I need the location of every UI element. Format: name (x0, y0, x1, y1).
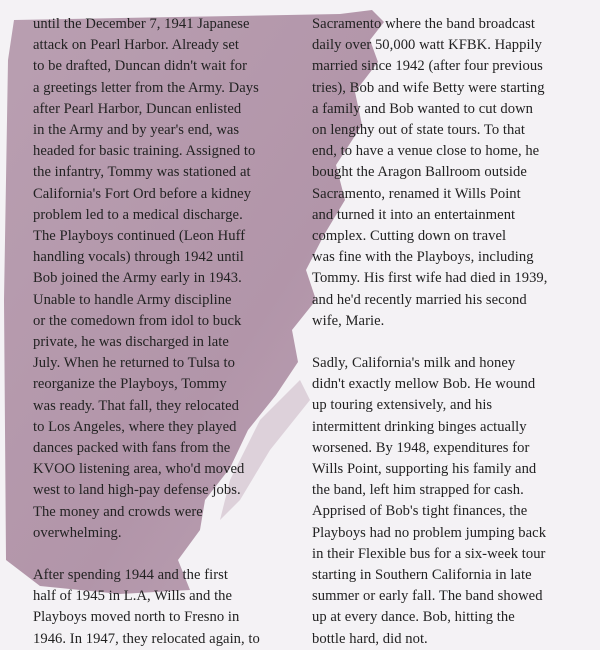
text-line: in the Army and by year's end, was (33, 122, 240, 139)
left-paragraph-1 (33, 14, 293, 544)
text-line: KVOO listening area, who'd moved (33, 461, 245, 478)
text-line: reorganize the Playboys, Tommy (33, 376, 227, 393)
text-line: a family and Bob wanted to cut down (312, 100, 534, 117)
text-line: on lengthy out of state tours. To that (312, 122, 526, 139)
text-line: was fine with the Playboys, including (312, 249, 534, 266)
text-line: worsened. By 1948, expenditures for (312, 439, 530, 456)
text-line: until the December 7, 1941 Japanese (33, 16, 250, 32)
text-line: and turned it into an entertainment (312, 206, 516, 223)
text-line: Playboys had no problem jumping back (312, 524, 547, 541)
text-line: in their Flexible bus for a six-week tour (312, 545, 546, 562)
text-line: summer or early fall. The band showed (312, 588, 543, 605)
text-line: and he'd recently married his second (312, 291, 527, 308)
text-line: After spending 1944 and the first (33, 567, 228, 584)
text-line: Sacramento where the band broadcast (312, 16, 535, 32)
text-line: after Pearl Harbor, Duncan enlisted (33, 100, 242, 117)
text-line: or the comedown from idol to buck (33, 312, 242, 329)
text-line: daily over 50,000 watt KFBK. Happily (312, 37, 543, 54)
text-line: up at every dance. Bob, hitting the (312, 609, 515, 626)
text-line: a greetings letter from the Army. Days (33, 79, 259, 96)
text-line: dances packed with fans from the (33, 440, 231, 457)
text-line: handling vocals) through 1942 until (33, 249, 244, 266)
text-line: bottle hard, did not. (312, 630, 428, 647)
text-line: up touring extensively, and his (312, 397, 493, 414)
text-line: west to land high-pay defense jobs. (33, 482, 241, 499)
text-line: intermittent drinking binges actually (312, 418, 527, 435)
text-line: Tommy. His first wife had died in 1939, (312, 270, 548, 287)
text-line: The money and crowds were (33, 503, 203, 520)
text-line: overwhelming. (33, 524, 122, 541)
text-line: bought the Aragon Ballroom outside (312, 164, 527, 181)
text-line: attack on Pearl Harbor. Already set (33, 37, 239, 54)
text-line: Bob joined the Army early in 1943. (33, 270, 242, 287)
text-line: The Playboys continued (Leon Huff (33, 228, 246, 245)
left-paragraph-2 (33, 565, 293, 650)
text-line: the infantry, Tommy was stationed at (33, 164, 251, 181)
text-line: Wills Point, supporting his family and (312, 461, 537, 478)
text-line: Apprised of Bob's tight finances, the (312, 503, 528, 520)
text-line: was ready. That fall, they relocated (33, 397, 240, 414)
text-line: complex. Cutting down on travel (312, 228, 507, 245)
text-line: problem led to a medical discharge. (33, 206, 243, 223)
text-line: Unable to handle Army discipline (33, 291, 232, 308)
text-line: starting in Southern California in late (312, 567, 532, 584)
text-line: end, to have a venue close to home, he (312, 143, 540, 160)
right-paragraph-1 (312, 14, 582, 332)
left-column (33, 14, 293, 650)
text-line: half of 1945 in L.A, Wills and the (33, 588, 233, 605)
text-line: headed for basic training. Assigned to (33, 143, 256, 160)
text-line: California's Fort Ord before a kidney (33, 185, 252, 202)
text-line: to Los Angeles, where they played (33, 418, 237, 435)
text-line: tries), Bob and wife Betty were starting (312, 79, 545, 96)
text-line: Playboys moved north to Fresno in (33, 609, 240, 626)
text-line: to be drafted, Duncan didn't wait for (33, 58, 247, 75)
text-line: July. When he returned to Tulsa to (33, 355, 235, 372)
text-line: didn't exactly mellow Bob. He wound (312, 376, 536, 393)
text-line: wife, Marie. (312, 312, 385, 329)
right-paragraph-2 (312, 353, 582, 650)
right-column (312, 14, 582, 650)
text-line: private, he was discharged in late (33, 334, 229, 351)
text-line: the band, left him strapped for cash. (312, 482, 524, 499)
text-line: Sadly, California's milk and honey (312, 355, 516, 372)
text-line: married since 1942 (after four previous (312, 58, 543, 75)
text-line: 1946. In 1947, they relocated again, to (33, 630, 260, 647)
text-line: Sacramento, renamed it Wills Point (312, 185, 521, 202)
